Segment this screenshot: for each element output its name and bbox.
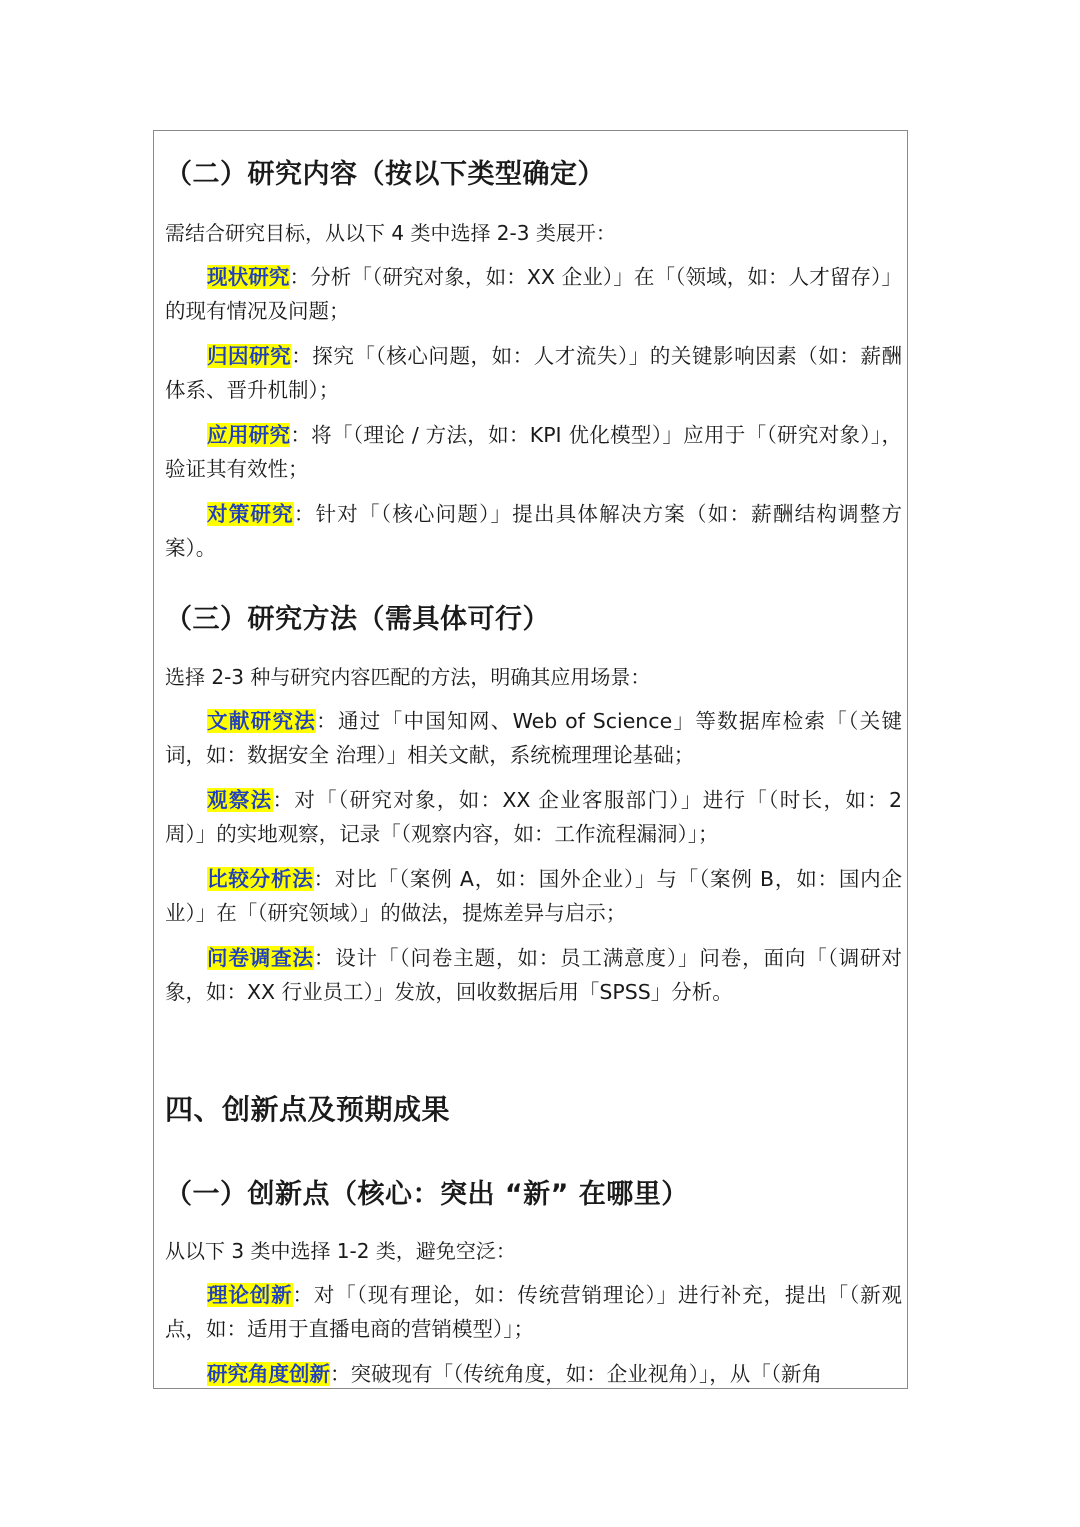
item-text: ：对「（研究对象，如：XX 企业客服部门）」进行「（时长，如：2 周）」的实地观察，记录「（观察内容，如：工作流程漏洞）」； [165,788,902,846]
innovation-item [165,1357,902,1389]
research-method-item [165,704,902,772]
item-text: ：将「（理论 / 方法，如：KPI 优化模型）」应用于「（研究对象）」，验证其有效性； [165,423,902,481]
item-text: ：分析「（研究对象，如：XX 企业）」在「（领域，如：人才留存）」的现有情况及问题； [165,265,903,323]
research-content-item [165,418,902,486]
research-content-intro: 需结合研究目标，从以下 4 类中选择 2-3 类展开： [165,221,616,245]
item-text: ：通过「中国知网、Web of Science」等数据库检索「（关键词，如：数据安全 治理）」相关文献，系统梳理理论基础； [165,709,903,767]
research-content-item [165,260,902,328]
item-tag: 应用研究 [207,423,291,447]
item-tag: 归因研究 [207,344,292,368]
item-tag: 理论创新 [207,1283,293,1307]
section-4-heading: 四、创新点及预期成果 [165,1093,451,1126]
innovation-intro: 从以下 3 类中选择 1-2 类，避免空泛： [165,1239,516,1263]
item-text: ：探究「（核心问题，如：人才流失）」的关键影响因素（如：薪酬体系、晋升机制）； [165,344,903,402]
item-tag: 观察法 [207,788,273,812]
document-frame [153,130,908,1389]
item-tag: 研究角度创新 [207,1362,330,1386]
research-content-item [165,339,902,407]
item-tag: 现状研究 [207,265,290,289]
item-text: ：对比「（案例 A，如：国外企业）」与「（案例 B，如：国内企业）」在「（研究领域）」的做法，提炼差异与启示； [165,867,902,925]
item-text: ：设计「（问卷主题，如：员工满意度）」问卷，面向「（调研对象，如：XX 行业员工）」发放，回收数据后用「SPSS」分析。 [165,946,903,1004]
research-content-item [165,497,902,565]
item-text: ：突破现有「（传统角度，如：企业视角）」，从「（新角 [330,1362,822,1386]
innovation-item [165,1278,902,1346]
item-text: ：对「（现有理论，如：传统营销理论）」进行补充，提出「（新观点，如：适用于直播电商的营销模型）」； [165,1283,903,1341]
item-tag: 问卷调查法 [207,946,314,970]
research-method-item [165,862,902,930]
research-method-item [165,941,902,1009]
research-content-heading: （二）研究内容（按以下类型确定） [165,159,605,190]
innovation-heading: （一）创新点（核心：突出 “新” 在哪里） [165,1179,689,1210]
item-tag: 比较分析法 [207,867,314,891]
item-tag: 对策研究 [207,502,294,526]
research-methods-intro: 选择 2-3 种与研究内容匹配的方法，明确其应用场景： [165,665,651,689]
item-text: ：针对「（核心问题）」提出具体解决方案（如：薪酬结构调整方案）。 [165,502,902,560]
research-method-item [165,783,902,851]
item-tag: 文献研究法 [207,709,317,733]
research-methods-heading: （三）研究方法（需具体可行） [165,604,550,635]
